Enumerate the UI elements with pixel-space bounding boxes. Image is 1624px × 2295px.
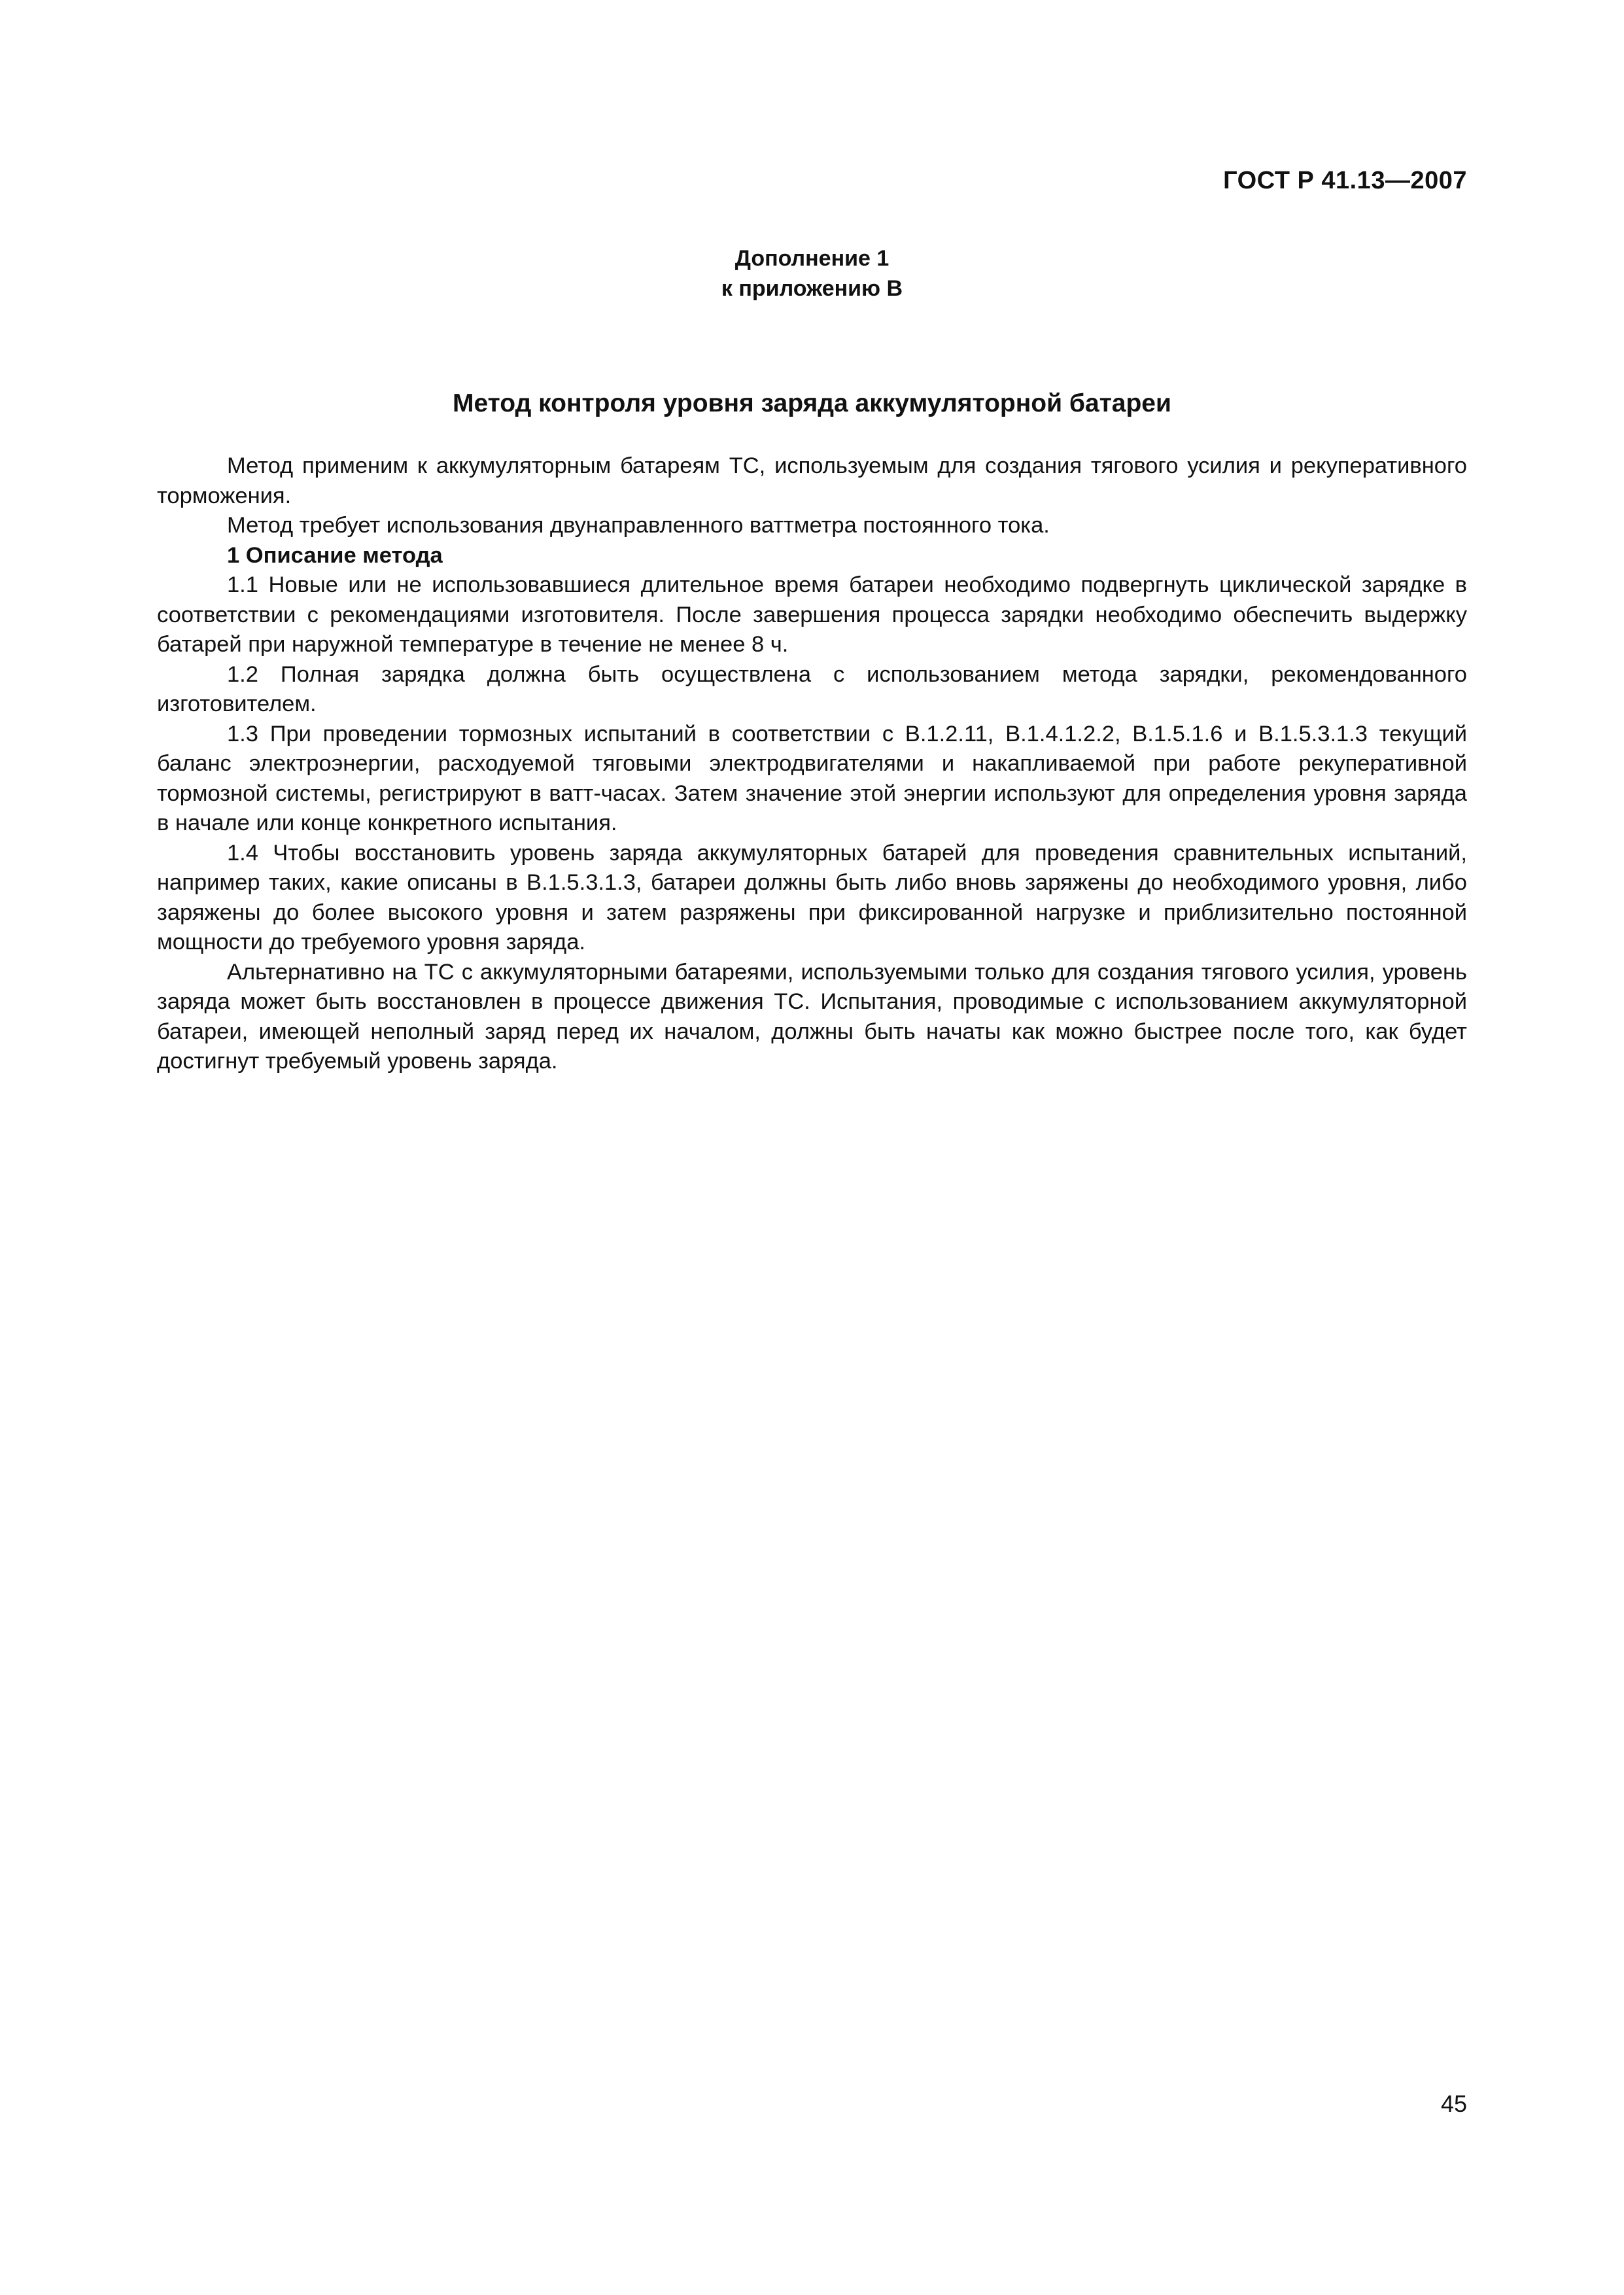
paragraph-scope: Метод применим к аккумуляторным батареям ТС, используемым для создания тягового усилия и рекуперативного торможения. bbox=[157, 453, 1467, 508]
paragraph-requirement: Метод требует использования двунаправленного ваттметра постоянного тока. bbox=[227, 513, 1050, 538]
supplement-number: Дополнение 1 bbox=[734, 246, 890, 271]
page-number: 45 bbox=[1440, 2090, 1467, 2117]
paragraph-alternative: Альтернативно на ТС с аккумуляторными батареями, используемыми только для создания тягового усилия, уровень заряда может быть восстановлен в процессе движения ТС. Испытания, проводимые с использованием аккумуляторной батареи, имеющей неполный заряд перед их началом, должны быть начаты как можно быстрее после того, как будет достигнут требуемый уровень заряда. bbox=[157, 959, 1467, 1074]
document-code: ГОСТ Р 41.13—2007 bbox=[1223, 167, 1467, 194]
page-title: Метод контроля уровня заряда аккумуляторной батареи bbox=[453, 389, 1171, 417]
paragraph-1-1: 1.1 Новые или не использовавшиеся длительное время батареи необходимо подвергнуть циклической зарядке в соответствии с рекомендациями изготовителя. После завершения процесса зарядки необходимо обеспечить выдержку батарей при наружной температуре в течение не менее 8 ч. bbox=[157, 572, 1467, 657]
document-body bbox=[157, 451, 1467, 1077]
supplement-reference: к приложению В bbox=[721, 276, 903, 301]
section-heading: 1 Описание метода bbox=[227, 542, 443, 568]
paragraph-1-3: 1.3 При проведении тормозных испытаний в соответствии с В.1.2.11, В.1.4.1.2.2, В.1.5.1.6 и В.1.5.3.1.3 текущий баланс электроэнергии, расходуемой тяговыми электродвигателями и накапливаемой при работе рекуперативной тормозной системы, регистрируют в ватт-часах. Затем значение этой энергии используют для определения уровня заряда в начале или конце конкретного испытания. bbox=[157, 721, 1467, 835]
paragraph-1-2: 1.2 Полная зарядка должна быть осуществлена с использованием метода зарядки, рекомендованного изготовителем. bbox=[157, 661, 1467, 716]
supplement-heading bbox=[0, 243, 1624, 304]
paragraph-1-4: 1.4 Чтобы восстановить уровень заряда аккумуляторных батарей для проведения сравнительных испытаний, например таких, какие описаны в В.1.5.3.1.3, батареи должны быть либо вновь заряжены до необходимого уровня, либо заряжены до более высокого уровня и затем разряжены при фиксированной нагрузке и приблизительно постоянной мощности до требуемого уровня заряда. bbox=[157, 840, 1467, 955]
